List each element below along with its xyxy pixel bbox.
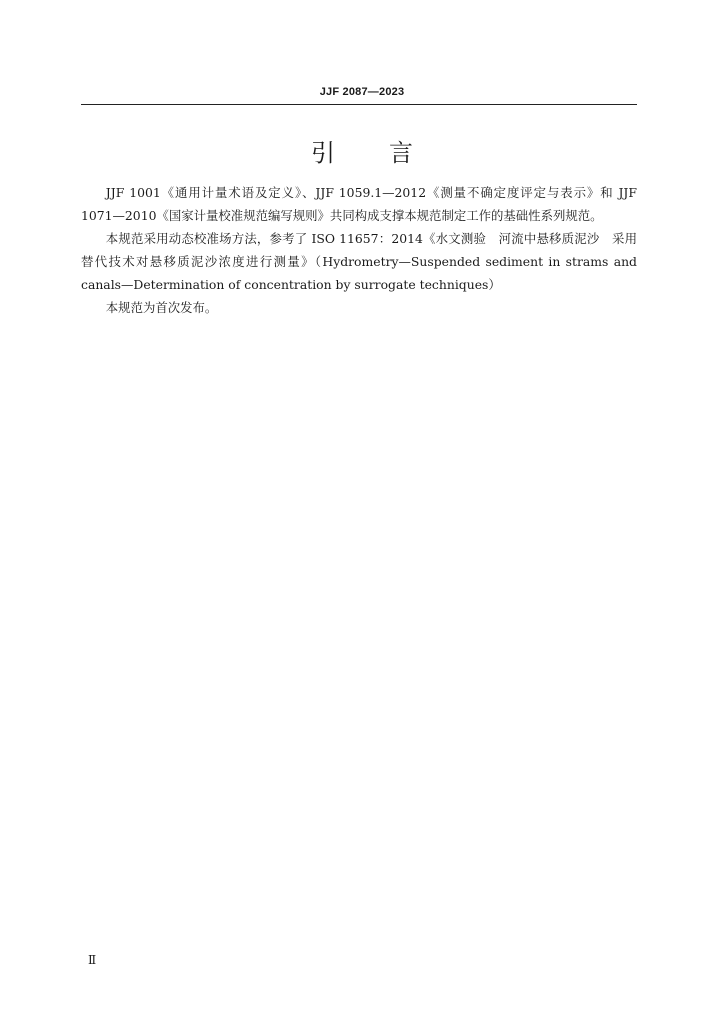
page-title-char-1: 引 [311,139,335,167]
header-divider [81,104,637,105]
paragraph-1: JJF 1001《通用计量术语及定义》、JJF 1059.1—2012《测量不确定度评定与表示》和 JJF 1071—2010《国家计量校准规范编写规则》共同构成支撑本规范制定工作的基础性系列规范。 [81,185,637,223]
page-number: Ⅱ [88,953,97,967]
document-code-header: JJF 2087—2023 [319,86,405,98]
paragraph-3: 本规范为首次发布。 [105,300,218,315]
paragraph-2: 本规范采用动态校准场方法，参考了 ISO 11657：2014《水文测验 河流中悬移质泥沙 采用替代技术对悬移质泥沙浓度进行测量》（Hydrometry—Suspended sediment in strams and canals—Determination of concentration by surrogate techniques） [81,231,637,292]
page-title-char-2: 言 [389,139,413,167]
page-title [0,133,724,168]
introduction-body [81,181,637,319]
